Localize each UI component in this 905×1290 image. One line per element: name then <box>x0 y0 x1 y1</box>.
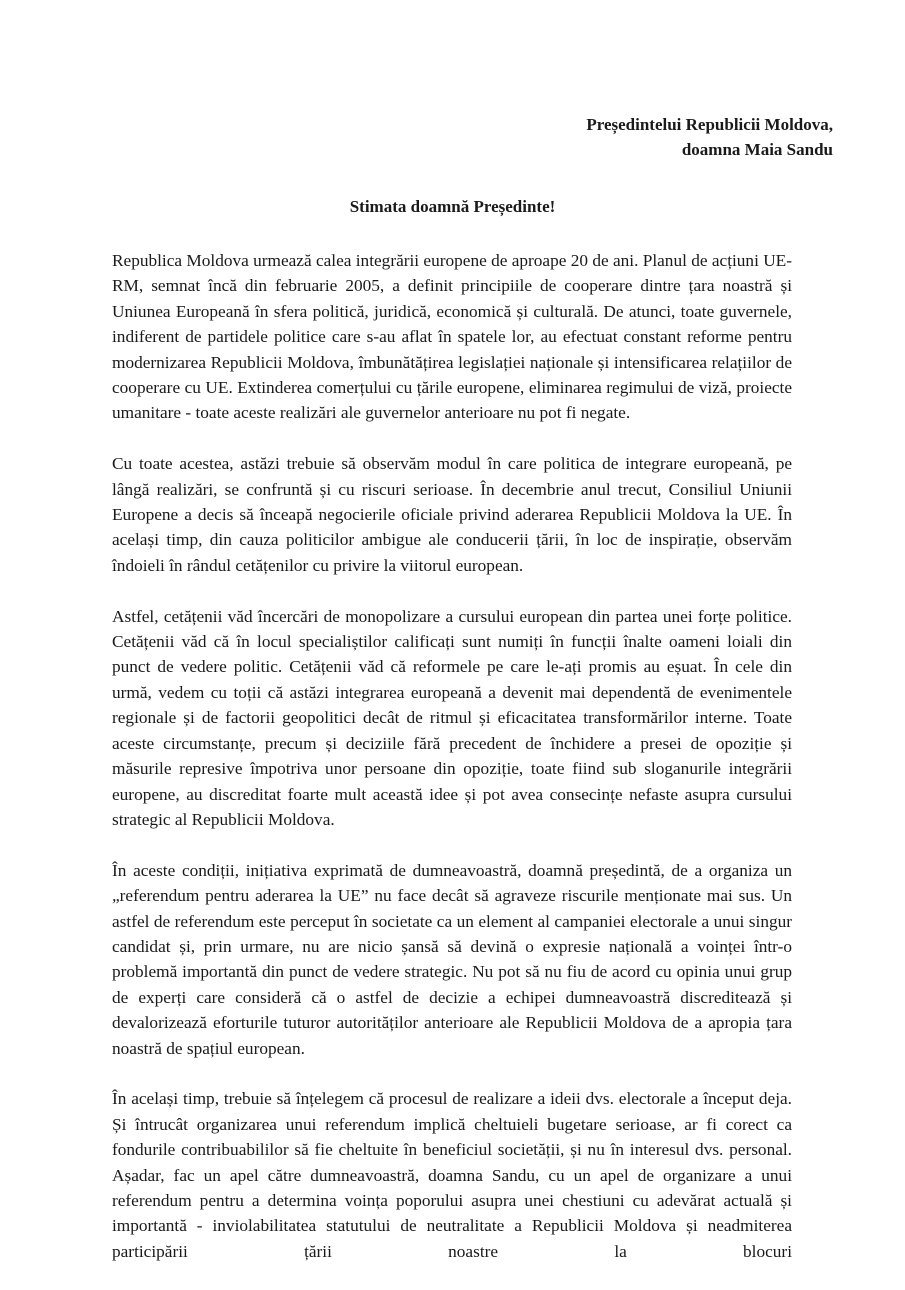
addressee-line-2: doamna Maia Sandu <box>681 140 833 159</box>
letter-body <box>112 248 792 1290</box>
paragraph-5: În același timp, trebuie să înțelegem că procesul de realizare a ideii dvs. electorale a început deja. Și întrucât organizarea unui referendum implică cheltuieli bugetare serioase, ar fi corect ca fondurile contribuabililor să fie cheltuite în beneficiul societății, și nu în interesul dvs. personal. Așadar, fac un apel către dumneavoastră, doamna Sandu, cu un apel de organizare a unui referendum pentru a determina voința poporului asupra unei chestiuni cu adevărat actuală și importantă - inviolabilitatea statutului de neutralitate a Republicii Moldova și neadmiterea participării țării noastre la blocuri <box>112 1089 792 1261</box>
addressee-line-1: Președintelui Republicii Moldova, <box>586 115 833 134</box>
paragraph-1: Republica Moldova urmează calea integrării europene de aproape 20 de ani. Planul de acțiuni UE-RM, semnat încă din februarie 2005, a definit principiile de cooperare dintre țara noastră și Uniunea Europeană în sfera politică, juridică, economică și culturală. De atunci, toate guvernele, indiferent de partidele politice care s-au aflat în spatele lor, au efectuat constant reforme pentru modernizarea Republicii Moldova, îmbunătățirea legislației naționale și intensificarea relațiilor de cooperare cu UE. Extinderea comerțului cu țările europene, eliminarea regimului de viză, proiecte umanitare - toate aceste realizări ale guvernelor anterioare nu pot fi negate. <box>112 251 792 423</box>
salutation: Stimata doamnă Președinte! <box>349 197 556 216</box>
paragraph-4: În aceste condiții, inițiativa exprimată de dumneavoastră, doamnă președintă, de a organiza un „referendum pentru aderarea la UE” nu face decât să agraveze riscurile menționate mai sus. Un astfel de referendum este perceput în societate ca un element al campaniei electorale a unui singur candidat și, prin urmare, nu are nicio șansă să devină o expresie națională a voinței într-o problemă importantă din punct de vedere strategic. Nu pot să nu fiu de acord cu opinia unui grup de experți care consideră că o astfel de decizie a echipei dumneavoastră discreditează și devalorizează eforturile tuturor autorităților anterioare ale Republicii Moldova de a apropia țara noastră de spațiul european. <box>112 860 792 1058</box>
addressee-block <box>586 112 833 162</box>
paragraph-3: Astfel, cetățenii văd încercări de monopolizare a cursului european din partea unei forțe politice. Cetățenii văd că în locul specialiștilor calificați sunt numiți în funcții înalte oameni loiali din punct de vedere politic. Cetățenii văd că reformele pe care le-ați promis au eșuat. În cele din urmă, vedem cu toții că astăzi integrarea europeană a devenit mai dependentă de evenimentele regionale și de factorii geopolitici decât de ritmul și eficacitatea transformărilor interne. Toate aceste circumstanțe, precum și deciziile fără precedent de închidere a presei de opoziție și măsurile represive împotriva unor persoane din opoziție, toate fiind sub sloganurile integrării europene, au discreditat foarte mult această idee și pot avea consecințe nefaste asupra cursului strategic al Republicii Moldova. <box>112 606 792 829</box>
paragraph-2: Cu toate acestea, astăzi trebuie să observăm modul în care politica de integrare europeană, pe lângă realizări, se confruntă și cu riscuri serioase. În decembrie anul trecut, Consiliul Uniunii Europene a decis să înceapă negocierile oficiale privind aderarea Republicii Moldova la UE. În același timp, din cauza politicilor ambigue ale conducerii țării, în loc de inspirație, observăm îndoieli în rândul cetățenilor cu privire la viitorul european. <box>112 454 792 575</box>
